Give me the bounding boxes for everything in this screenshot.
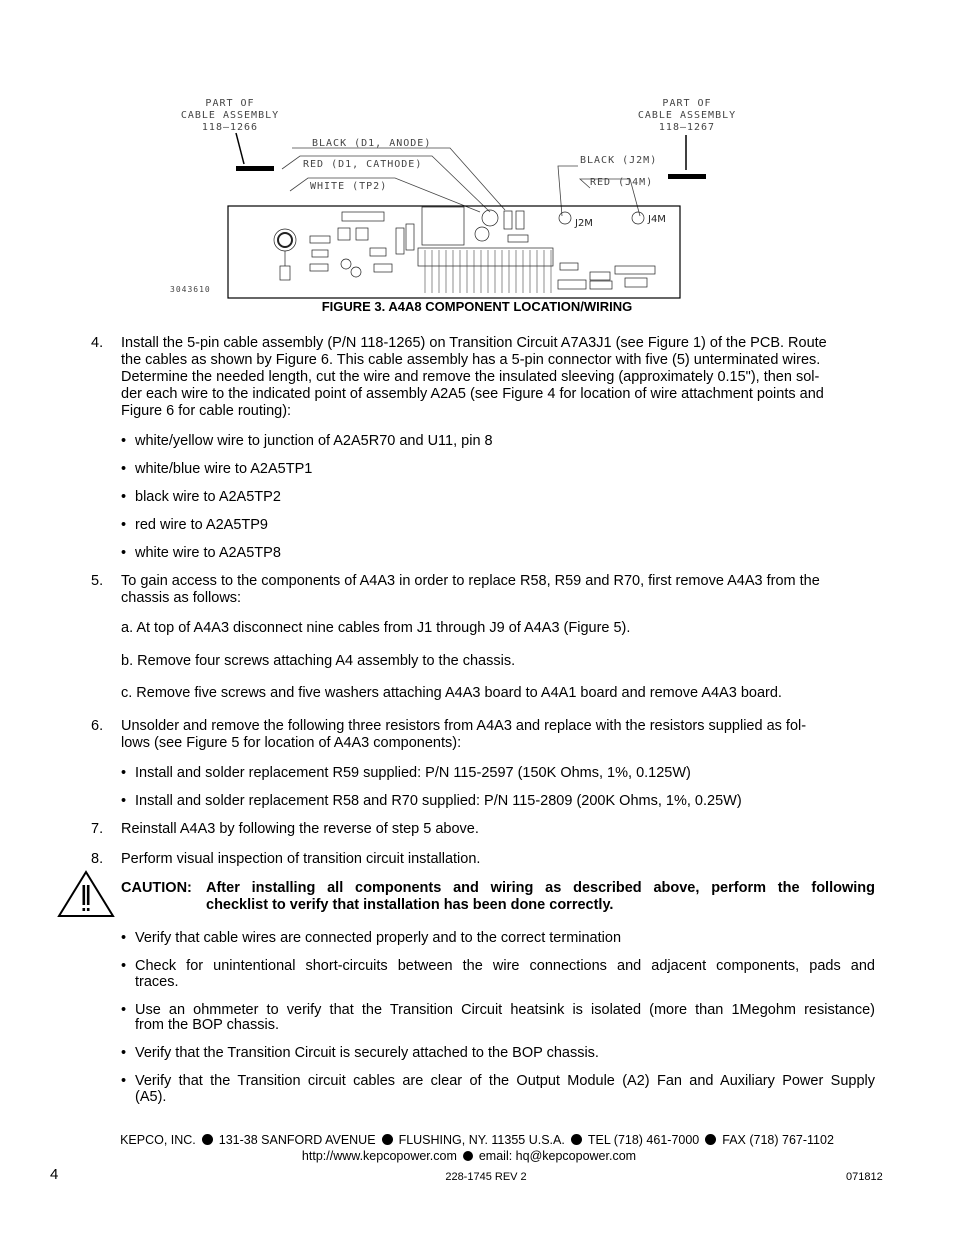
right-cable-label-3: 118–1267: [658, 122, 716, 133]
step-4-line-3: Determine the needed length, cut the wire and remove the insulated sleeving (approximately 0.15"), then sol-: [121, 369, 820, 385]
list-item: white/blue wire to A2A5TP1: [135, 461, 313, 477]
list-item: Install and solder replacement R58 and R70 supplied: P/N 115-2809 (200K Ohms, 1%, 0.25W): [135, 793, 742, 809]
footer-website-link[interactable]: http://www.kepcopower.com: [301, 1149, 457, 1163]
sub-step-b: b. Remove four screws attaching A4 assembly to the chassis.: [121, 653, 516, 669]
bullet-dot-icon: [705, 1134, 716, 1145]
black-d1-label: BLACK (D1, ANODE): [312, 138, 432, 149]
figure-caption: FIGURE 3. A4A8 COMPONENT LOCATION/WIRING: [321, 299, 633, 314]
page-number: 4: [50, 1166, 59, 1183]
footer-address: [0, 1133, 954, 1147]
checklist-item: Verify that cable wires are connected properly and to the correct termination: [135, 930, 622, 946]
checklist-item-cont: from the BOP chassis.: [135, 1017, 279, 1033]
checklist-item: Use an ohmmeter to verify that the Transition Circuit heatsink is isolated (more than 1Megohm resistance): [135, 1002, 875, 1018]
step-6-line-2: lows (see Figure 5 for location of A4A3 components):: [121, 735, 462, 751]
sub-step-a: a. At top of A4A3 disconnect nine cables from J1 through J9 of A4A3 (Figure 5).: [121, 620, 631, 636]
step-4-line-2: the cables as shown by Figure 6. This cable assembly has a 5-pin connector with five (5) unterminated wires.: [121, 352, 821, 368]
footer-contact: [0, 1149, 938, 1163]
right-cable-stub: [668, 174, 706, 179]
step-5-line-2: chassis as follows:: [121, 590, 242, 606]
bullet-dot-icon: [571, 1134, 582, 1145]
bullet-dot-icon: [202, 1134, 213, 1145]
j4m-label: J4M: [648, 214, 666, 225]
bullet-marker: •: [121, 765, 127, 781]
right-cable-label-1: PART OF: [662, 98, 712, 109]
footer-city: FLUSHING, NY. 11355 U.S.A.: [398, 1133, 565, 1147]
step-6-text: [121, 718, 875, 752]
bullet-marker: •: [121, 461, 127, 477]
step-number: 7.: [91, 821, 104, 837]
left-cable-label-2: CABLE ASSEMBLY: [180, 110, 280, 121]
figure-a4a8-drawing: [160, 88, 737, 302]
right-cable-label-2: CABLE ASSEMBLY: [637, 110, 737, 121]
drawing-number: 3043610: [170, 285, 211, 294]
bullet-dot-icon: [382, 1134, 393, 1145]
step-number: 8.: [91, 851, 104, 867]
caution-line-1: After installing all components and wiring as described above, perform the following: [206, 880, 875, 896]
bullet-marker: •: [121, 489, 127, 505]
checklist-item-cont: traces.: [135, 974, 179, 990]
left-cable-stub: [236, 166, 274, 171]
checklist-item: Verify that the Transition Circuit is securely attached to the BOP chassis.: [135, 1045, 599, 1061]
warning-icon: [57, 870, 115, 918]
footer-fax: FAX (718) 767-1102: [722, 1133, 834, 1147]
step-4-line-1: Install the 5-pin cable assembly (P/N 118-1265) on Transition Circuit A7A3J1 (see Figure 1) of the PCB. Route: [121, 335, 827, 351]
step-number: 5.: [91, 573, 104, 589]
doc-date: 071812: [846, 1171, 883, 1183]
step-5-text: [121, 573, 875, 607]
doc-number: 228-1745 REV 2: [445, 1171, 527, 1183]
bullet-marker: •: [121, 1045, 127, 1061]
pcb-drawing: [160, 88, 737, 302]
white-tp2-label: WHITE (TP2): [310, 181, 388, 192]
checklist-item: Verify that the Transition circuit cables are clear of the Output Module (A2) Fan and Auxiliary Power Supply: [135, 1073, 875, 1089]
list-item: Install and solder replacement R59 supplied: P/N 115-2597 (150K Ohms, 1%, 0.125W): [135, 765, 691, 781]
bullet-marker: •: [121, 1073, 127, 1089]
left-cable-label-3: 118–1266: [201, 122, 259, 133]
sub-step-c: c. Remove five screws and five washers attaching A4A3 board to A4A1 board and remove A4A3 board.: [121, 685, 782, 701]
step-4-line-5: Figure 6 for cable routing):: [121, 403, 292, 419]
bullet-marker: •: [121, 545, 127, 561]
bullet-marker: •: [121, 930, 127, 946]
step-6-line-1: Unsolder and remove the following three resistors from A4A3 and replace with the resistors supplied as fol-: [121, 718, 807, 734]
list-item: black wire to A2A5TP2: [135, 489, 281, 505]
black-j2m-label: BLACK (J2M): [580, 155, 658, 166]
step-4-text: [121, 335, 875, 420]
checklist-item: Check for unintentional short-circuits between the wire connections and adjacent components, pads and: [135, 958, 875, 974]
j2m-label: J2M: [575, 218, 593, 229]
footer-email-link[interactable]: email: hq@kepcopower.com: [478, 1149, 637, 1163]
bullet-marker: •: [121, 793, 127, 809]
footer-tel: TEL (718) 461-7000: [587, 1133, 700, 1147]
list-item: white/yellow wire to junction of A2A5R70 and U11, pin 8: [135, 433, 493, 449]
footer-street: 131-38 SANFORD AVENUE: [218, 1133, 376, 1147]
step-8-text: Perform visual inspection of transition circuit installation.: [121, 851, 481, 867]
checklist-item-cont: (A5).: [135, 1089, 167, 1105]
red-d1-label: RED (D1, CATHODE): [303, 159, 423, 170]
footer-company: KEPCO, INC.: [120, 1133, 196, 1147]
caution-line-2: checklist to verify that installation has been done correctly.: [206, 897, 614, 913]
bullet-dot-icon: [463, 1151, 473, 1161]
bullet-marker: •: [121, 517, 127, 533]
list-item: red wire to A2A5TP9: [135, 517, 268, 533]
step-5-line-1: To gain access to the components of A4A3 in order to replace R58, R59 and R70, first remove A4A3 from the: [121, 573, 820, 589]
bullet-marker: •: [121, 958, 127, 974]
caution-label: CAUTION:: [121, 880, 192, 896]
red-j4m-label: RED (J4M): [590, 177, 654, 188]
step-4-line-4: der each wire to the indicated point of assembly A2A5 (see Figure 4 for location of wire attachment points and: [121, 386, 824, 402]
step-number: 4.: [91, 335, 104, 351]
list-item: white wire to A2A5TP8: [135, 545, 281, 561]
step-number: 6.: [91, 718, 104, 734]
left-cable-label-1: PART OF: [205, 98, 255, 109]
bullet-marker: •: [121, 1002, 127, 1018]
bullet-marker: •: [121, 433, 127, 449]
step-7-text: Reinstall A4A3 by following the reverse of step 5 above.: [121, 821, 479, 837]
